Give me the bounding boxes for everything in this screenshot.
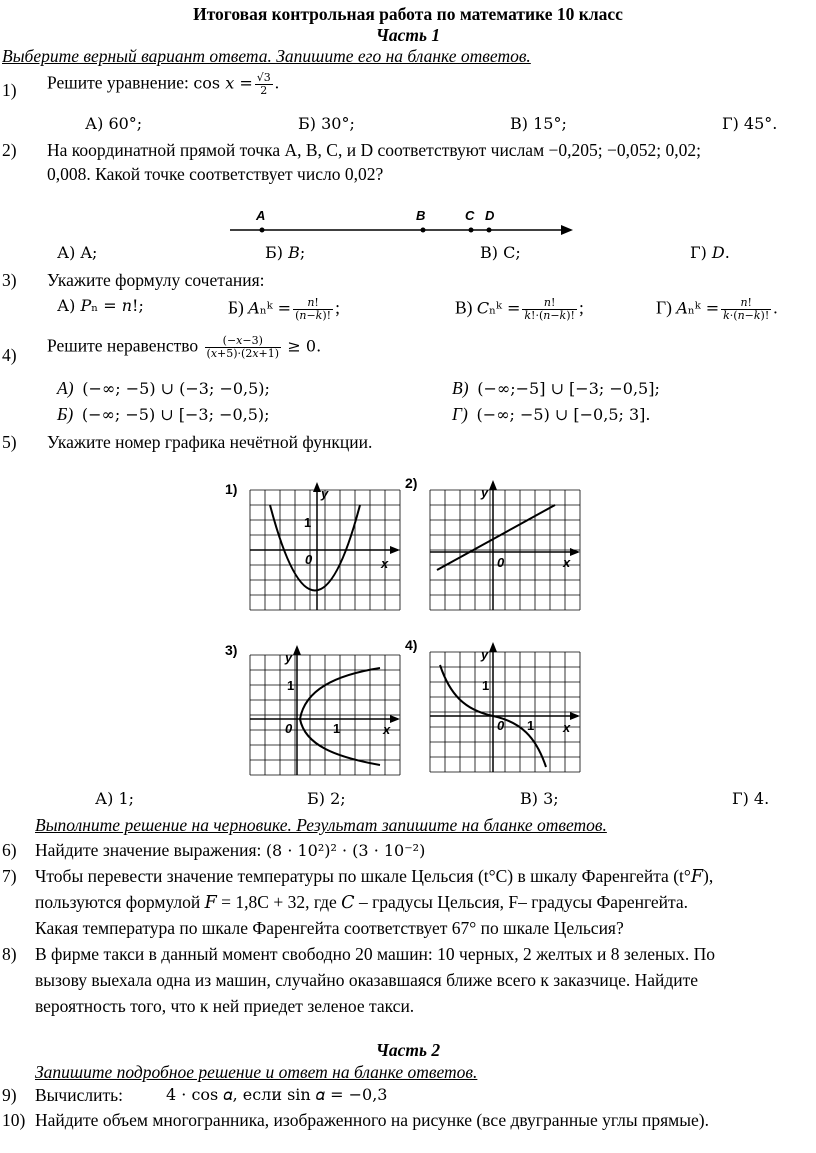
point-d-dot (487, 228, 492, 233)
q5-option-a: А) 1; (95, 789, 135, 808)
part1-instruction: Выберите верный вариант ответа. Запишите его на бланке ответов. (2, 46, 531, 66)
q4-text: Решите неравенство $\frac{\text{(−𝑥−3)}}{\text{(𝑥+5)·(2𝑥+1)}}$ ≥ 0. (47, 334, 322, 360)
q7-number: 7) (2, 866, 17, 886)
q8-number: 8) (2, 944, 17, 964)
q1-text: Решите уравнение: cos 𝑥 = $\frac{√3}{2}$ . (47, 71, 280, 97)
q7-line1: Чтобы перевести значение температуры по шкале Цельсия (t°C) в шкалу Фаренгейта (t°𝐹), (35, 866, 714, 886)
q3-option-a: А) 𝑃ₙ = 𝑛!; (57, 296, 144, 315)
q5-text: Укажите номер графика нечётной функции. (47, 432, 373, 452)
graph-1-label: 1) (225, 481, 238, 497)
q10-text: Найдите объем многогранника, изображенного на рисунке (все двугранные углы прямые). (35, 1110, 709, 1130)
q1-option-b: Б) 30°; (298, 114, 355, 133)
number-line (225, 205, 580, 240)
point-c-label: C (465, 208, 475, 223)
q2-line1: На координатной прямой точка A, B, C, и D соответствуют числам −0,205; −0,052; 0,02; (47, 140, 701, 160)
q6-number: 6) (2, 840, 17, 860)
svg-text:y: y (321, 486, 329, 501)
q1-number: 1) (2, 80, 17, 100)
svg-text:y: y (481, 647, 489, 662)
q2-option-d: Г) 𝐷. (690, 243, 730, 262)
graph-1 (225, 476, 405, 616)
q4-option-c: В) (−∞;−5] ∪ [−3; −0,5]; (452, 378, 660, 398)
q3-number: 3) (2, 270, 17, 290)
q8-line1: В фирме такси в данный момент свободно 20 машин: 10 черных, 2 желтых и 8 зеленых. По (35, 944, 716, 964)
svg-text:x: x (383, 722, 391, 737)
svg-text:1: 1 (527, 718, 535, 733)
part2-instruction: Запишите подробное решение и ответ на бланке ответов. (35, 1062, 478, 1082)
section2-instruction: Выполните решение на черновике. Результат запишите на бланке ответов. (35, 815, 607, 835)
svg-text:x: x (381, 556, 389, 571)
q3-option-b: Б) 𝐴ₙᵏ = $\frac{\text{𝑛!}}{\text{(𝑛−𝑘)!}}$ ; (228, 296, 340, 322)
svg-text:1: 1 (287, 678, 295, 693)
part2-heading: Часть 2 (375, 1040, 441, 1060)
q4-option-d: Г) (−∞; −5) ∪ [−0,5; 3]. (452, 404, 651, 424)
q3-option-d: Г) 𝐴ₙᵏ = $\frac{\text{𝑛!}}{\text{𝑘·(𝑛−𝑘)!}}$ . (656, 296, 778, 322)
q9-expression: 4 · cos 𝛼, если sin 𝛼 = −0,3 (166, 1085, 388, 1104)
q2-number: 2) (2, 140, 17, 160)
svg-text:y: y (285, 650, 293, 665)
svg-text:0: 0 (285, 721, 293, 736)
q8-line2: вызову выехала одна из машин, случайно оказавшаяся ближе всего к заказчице. Найдите (35, 970, 699, 990)
svg-text:1: 1 (482, 678, 490, 693)
q1-option-d: Г) 45°. (722, 114, 778, 133)
q7-line3: Какая температура по шкале Фаренгейта соответствует 67° по шкале Цельсия? (35, 918, 624, 938)
svg-text:x: x (563, 720, 571, 735)
svg-text:1: 1 (304, 515, 312, 530)
q7-line2: пользуются формулой 𝐹 = 1,8C + 32, где 𝐶 – градусы Цельсия, F– градусы Фаренгейта. (35, 892, 689, 912)
q4-number: 4) (2, 345, 17, 365)
part1-heading: Часть 1 (375, 25, 441, 45)
graph-3 (225, 635, 405, 780)
point-b-dot (421, 228, 426, 233)
q8-line3: вероятность того, что к ней приедет зеленое такси. (35, 996, 415, 1016)
q1-option-a: А) 60°; (85, 114, 143, 133)
graph-4 (405, 630, 585, 780)
q2-option-c: В) C; (480, 243, 521, 262)
q4-option-b: Б) (−∞; −5) ∪ [−3; −0,5); (57, 404, 270, 424)
q5-number: 5) (2, 432, 17, 452)
svg-text:0: 0 (497, 555, 505, 570)
q5-option-c: В) 3; (520, 789, 559, 808)
q5-option-d: Г) 4. (732, 789, 770, 808)
graph-2 (405, 470, 585, 616)
q2-option-a: А) A; (57, 243, 98, 262)
point-c-dot (469, 228, 474, 233)
q3-text: Укажите формулу сочетания: (47, 270, 265, 290)
q4-option-a: А) (−∞; −5) ∪ (−3; −0,5); (57, 378, 270, 398)
q9-number: 9) (2, 1085, 17, 1105)
graph-2-label: 2) (405, 475, 418, 491)
q5-option-b: Б) 2; (307, 789, 346, 808)
q2-option-b: Б) 𝐵; (265, 243, 306, 262)
q1-option-c: В) 15°; (510, 114, 567, 133)
q10-number: 10) (2, 1110, 26, 1130)
graph-4-label: 4) (405, 637, 418, 653)
point-a-label: A (256, 208, 266, 223)
point-a-dot (260, 228, 265, 233)
svg-text:0: 0 (497, 718, 505, 733)
svg-text:1: 1 (333, 721, 341, 736)
q9-text: Вычислить: (35, 1085, 123, 1105)
point-d-label: D (485, 208, 495, 223)
graph-3-label: 3) (225, 642, 238, 658)
q2-line2: 0,008. Какой точке соответствует число 0,02? (47, 164, 384, 184)
svg-text:x: x (563, 555, 571, 570)
svg-text:0: 0 (305, 552, 313, 567)
svg-text:y: y (481, 485, 489, 500)
q3-option-c: В) 𝐶ₙᵏ = $\frac{\text{𝑛!}}{\text{𝑘!·(𝑛−𝑘)!}}$ ; (455, 296, 584, 322)
point-b-label: B (416, 208, 426, 223)
q6-text: Найдите значение выражения: (8 · 10²)² · (3 · 10⁻²) (35, 840, 426, 860)
page-title: Итоговая контрольная работа по математике 10 класс (193, 4, 623, 24)
